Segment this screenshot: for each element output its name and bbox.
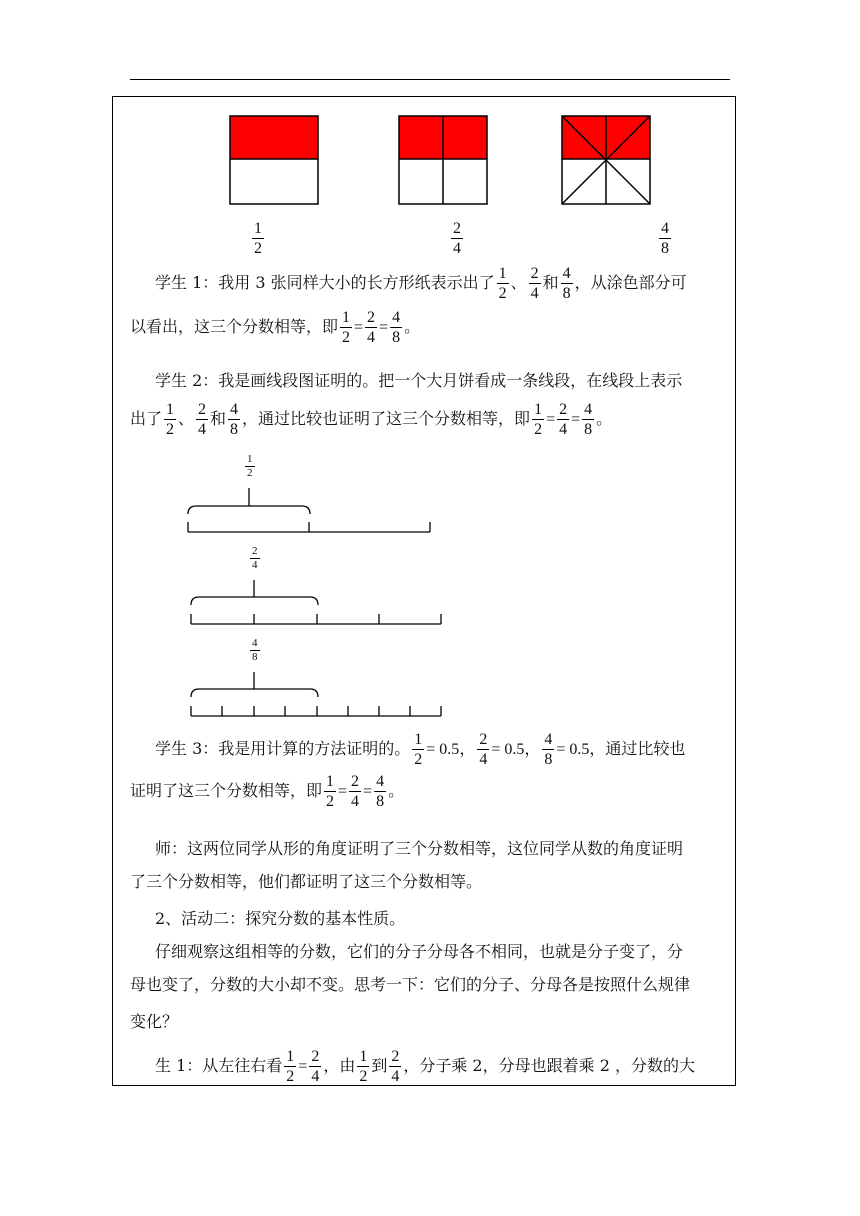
segment-label-half: $\frac{1}{2}$	[247, 453, 253, 479]
content-frame	[112, 96, 736, 1086]
teacher-line1: 师：这两位同学从形的角度证明了三个分数相等，这位同学从数的角度证明	[155, 839, 684, 858]
segment-label-two-fourths: $\frac{2}{4}$	[252, 545, 258, 571]
student1-line2: 以看出，这三个分数相等，即 $\frac{1}{2}$ = $\frac{2}{4}$ = $\frac{4}{8}$ 。	[130, 309, 421, 346]
student2-line1: 学生 2：我是画线段图证明的。把一个大月饼看成一条线段，在线段上表示	[155, 371, 683, 390]
para-line3: 变化？	[130, 1012, 179, 1031]
student2-line2: 出了 $\frac{1}{2}$ 、 $\frac{2}{4}$ 和 $\frac{4}{8}$ ，通过比较也证明了这三个分数相等，即 $\frac{1}{2}$ = $\frac{2}{4}$ = $\frac{4}{8}$ 。	[130, 401, 613, 438]
para-line2: 母也变了，分数的大小却不变。思考一下：它们的分子、分母各是按照什么规律	[130, 975, 691, 994]
header-rule	[130, 79, 730, 80]
activity2-heading: 2、活动二：探究分数的基本性质。	[155, 909, 406, 928]
answer-line1: 生 1：从左往右看 $\frac{1}{2}$ = $\frac{2}{4}$ ，由 $\frac{1}{2}$ 到 $\frac{2}{4}$ ，分子乘 2，分母也跟着乘 2 ，分数的大	[155, 1048, 695, 1085]
student3-line1: 学生 3：我是用计算的方法证明的。 $\frac{1}{2}$ = 0.5， $\frac{2}{4}$ = 0.5， $\frac{4}{8}$ = 0.5，通过比较也	[155, 731, 686, 768]
segment-label-four-eighths: $\frac{4}{8}$	[252, 637, 258, 663]
caption-two-fourths: $\frac{2}{4}$	[453, 220, 461, 257]
caption-four-eighths: $\frac{4}{8}$	[661, 220, 669, 257]
para-line1: 仔细观察这组相等的分数，它们的分子分母各不相同，也就是分子变了，分	[155, 942, 684, 961]
caption-half: $\frac{1}{2}$	[254, 220, 262, 257]
teacher-line2: 了三个分数相等，他们都证明了这三个分数相等。	[130, 872, 483, 891]
student3-line2: 证明了这三个分数相等，即 $\frac{1}{2}$ = $\frac{2}{4}$ = $\frac{4}{8}$ 。	[130, 773, 405, 810]
student1-line1: 学生 1：我用 3 张同样大小的长方形纸表示出了 $\frac{1}{2}$ 、 $\frac{2}{4}$ 和 $\frac{4}{8}$ ，从涂色部分可	[155, 265, 687, 302]
